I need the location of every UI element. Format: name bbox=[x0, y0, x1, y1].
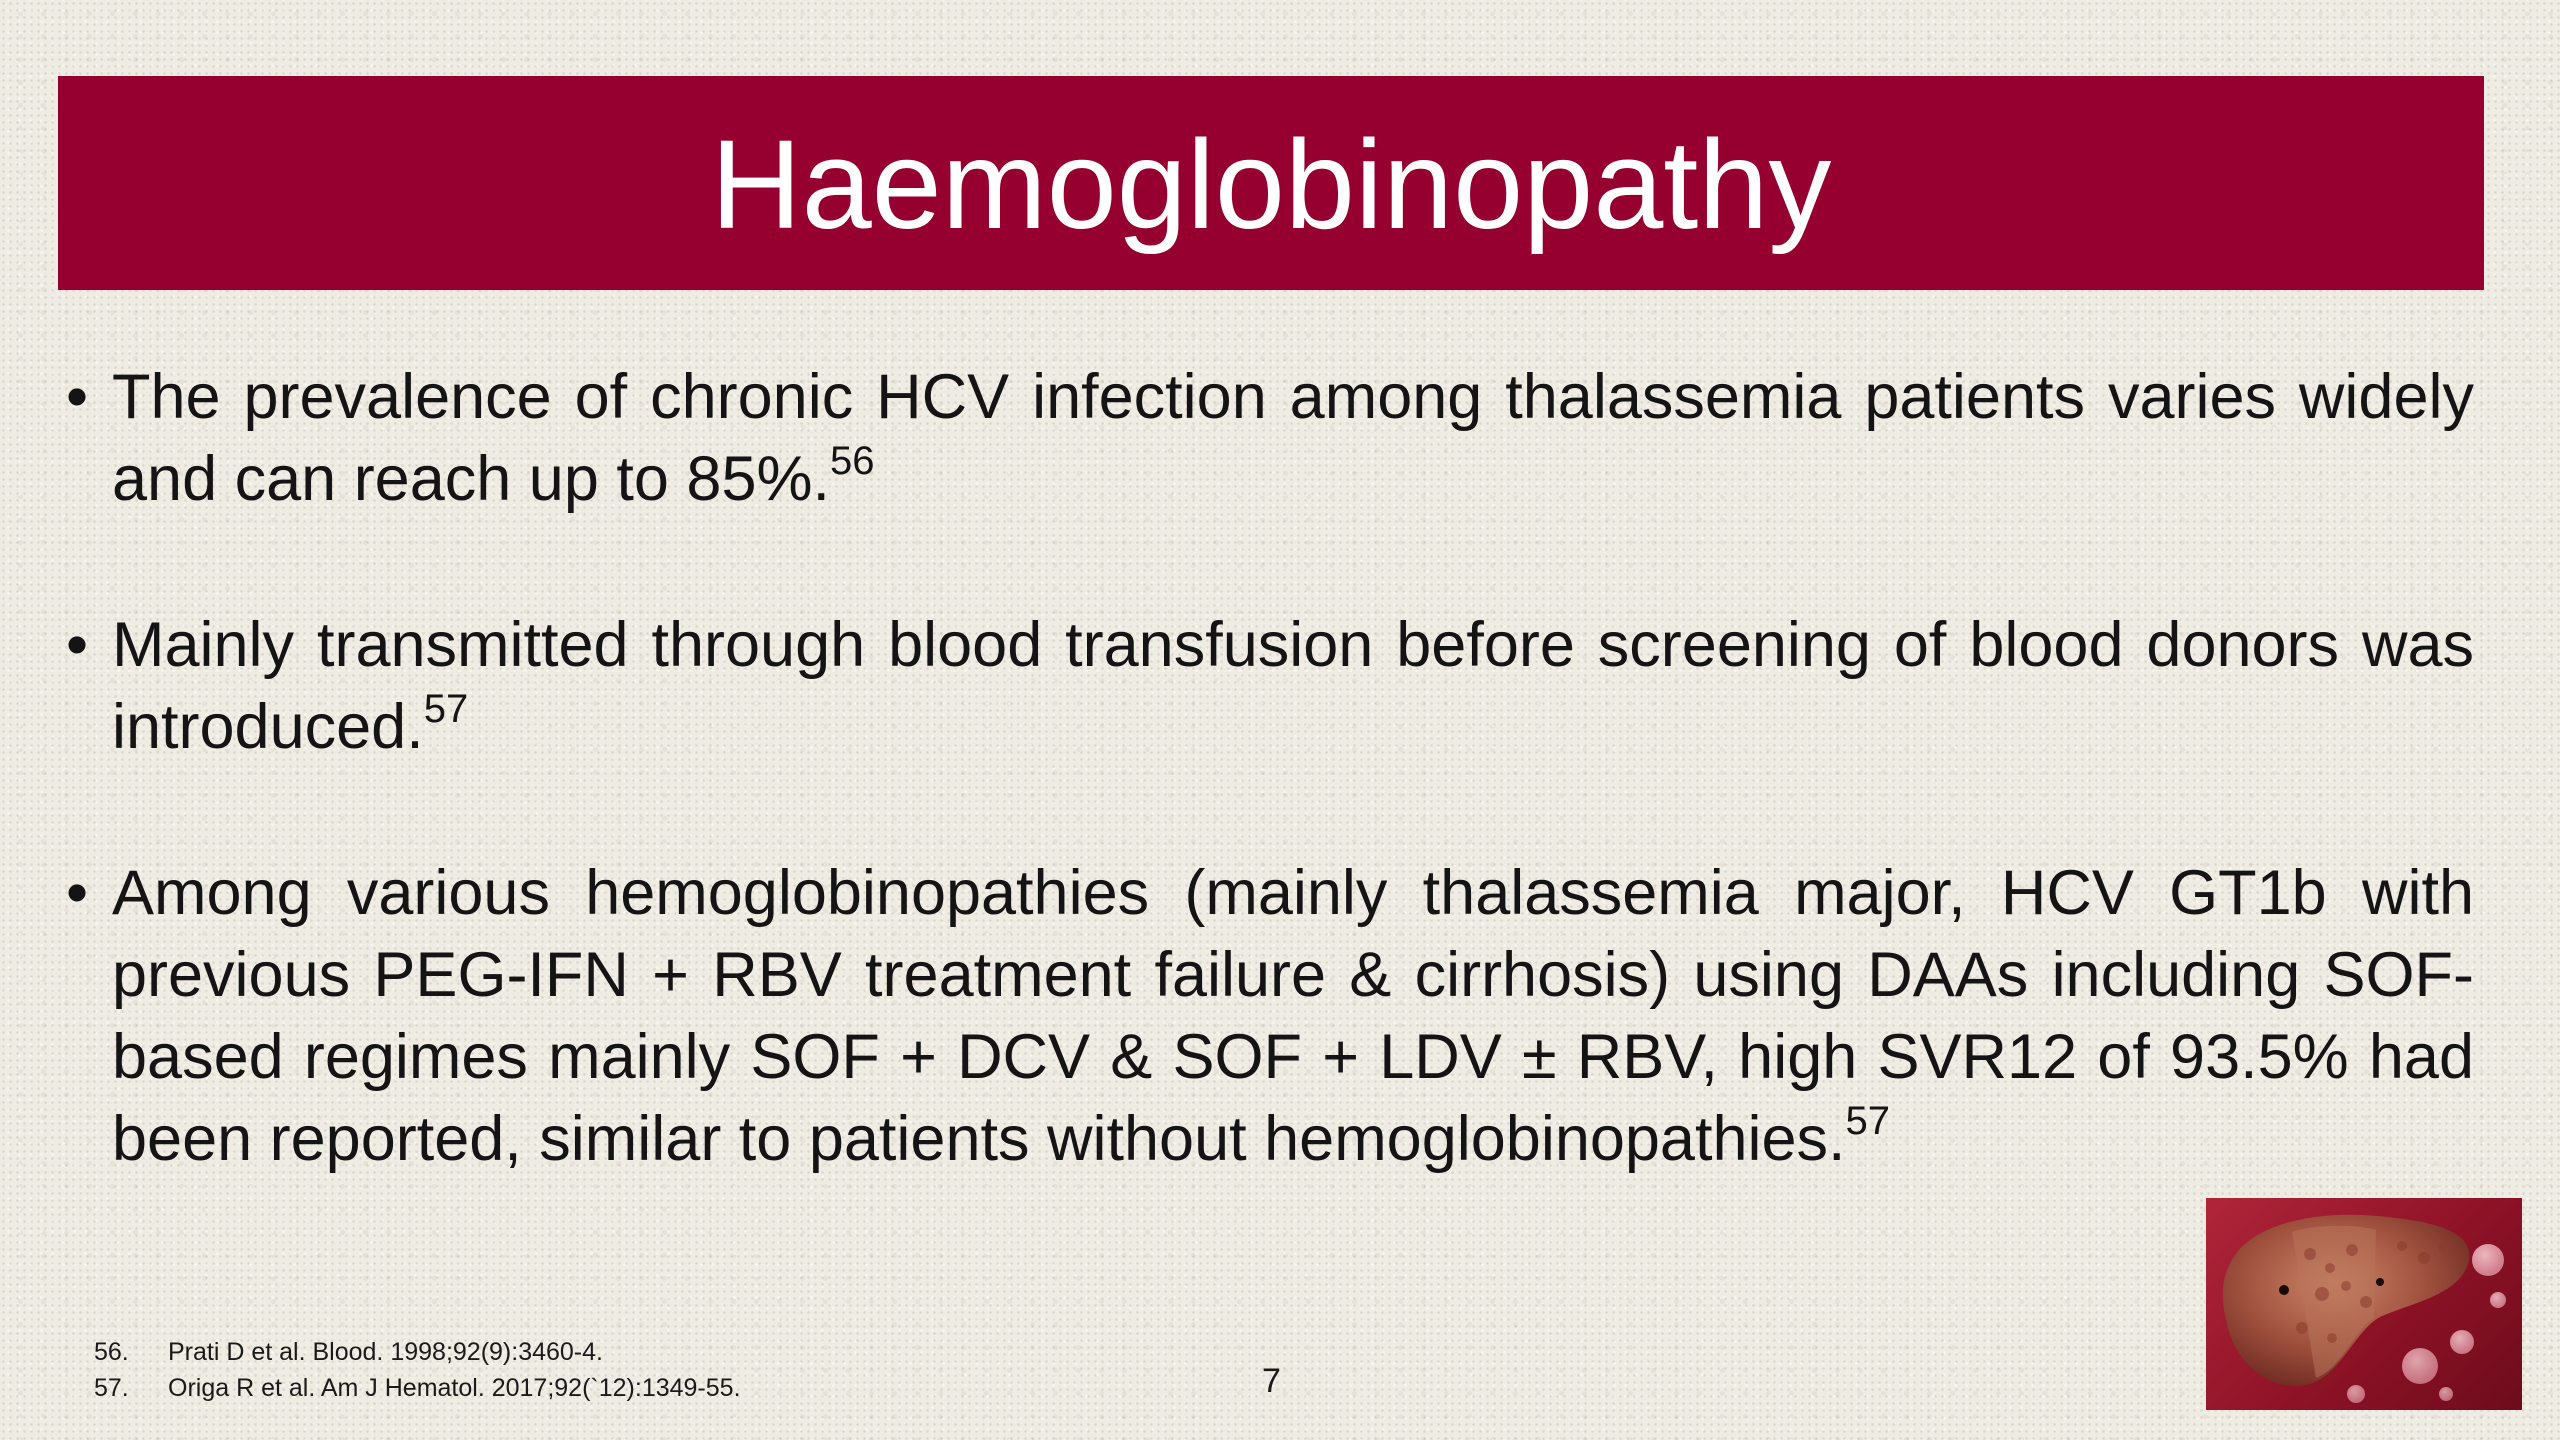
liver-illustration-icon bbox=[2206, 1198, 2522, 1410]
bullet-text: Among various hemoglobinopathies (mainly thalassemia major, HCV GT1b with previous PEG-IFN + RBV treatment failure & cirrhosis) using DAAs including SOF-based regimes mainly SOF + DCV & SOF + LDV ± RBV, high SVR12 of 93.5% had been reported, similar to patients without hemoglobinopathies. bbox=[112, 858, 2474, 1174]
footnote-number: 57. bbox=[94, 1374, 129, 1402]
bullet-text: Mainly transmitted through blood transfusion before screening of blood donors was introduced. bbox=[112, 610, 2474, 762]
page-number: 7 bbox=[1262, 1362, 1281, 1400]
bullet-text: The prevalence of chronic HCV infection among thalassemia patients varies widely and can reach up to 85%. bbox=[112, 362, 2474, 514]
reference-superscript: 57 bbox=[1845, 1099, 1891, 1143]
liver-illustration bbox=[2206, 1198, 2522, 1410]
bullet-list bbox=[66, 356, 2474, 1264]
footnote bbox=[94, 1370, 741, 1406]
footnotes bbox=[94, 1334, 741, 1406]
slide-title: Haemoglobinopathy bbox=[710, 114, 1832, 255]
footnote bbox=[94, 1334, 741, 1370]
reference-superscript: 57 bbox=[423, 687, 469, 731]
bullet-dot-icon: • bbox=[66, 858, 89, 928]
footnote-text: Origa R et al. Am J Hematol. 2017;92(`12):1349-55. bbox=[168, 1374, 741, 1402]
bullet-dot-icon: • bbox=[66, 362, 89, 432]
footnote-text: Prati D et al. Blood. 1998;92(9):3460-4. bbox=[168, 1338, 603, 1366]
bullet-item bbox=[66, 604, 2474, 768]
title-bar bbox=[58, 76, 2484, 290]
bullet-item bbox=[66, 852, 2474, 1180]
bullet-item bbox=[66, 356, 2474, 520]
reference-superscript: 56 bbox=[830, 439, 875, 483]
footnote-number: 56. bbox=[94, 1338, 129, 1366]
bullet-dot-icon: • bbox=[66, 610, 89, 680]
